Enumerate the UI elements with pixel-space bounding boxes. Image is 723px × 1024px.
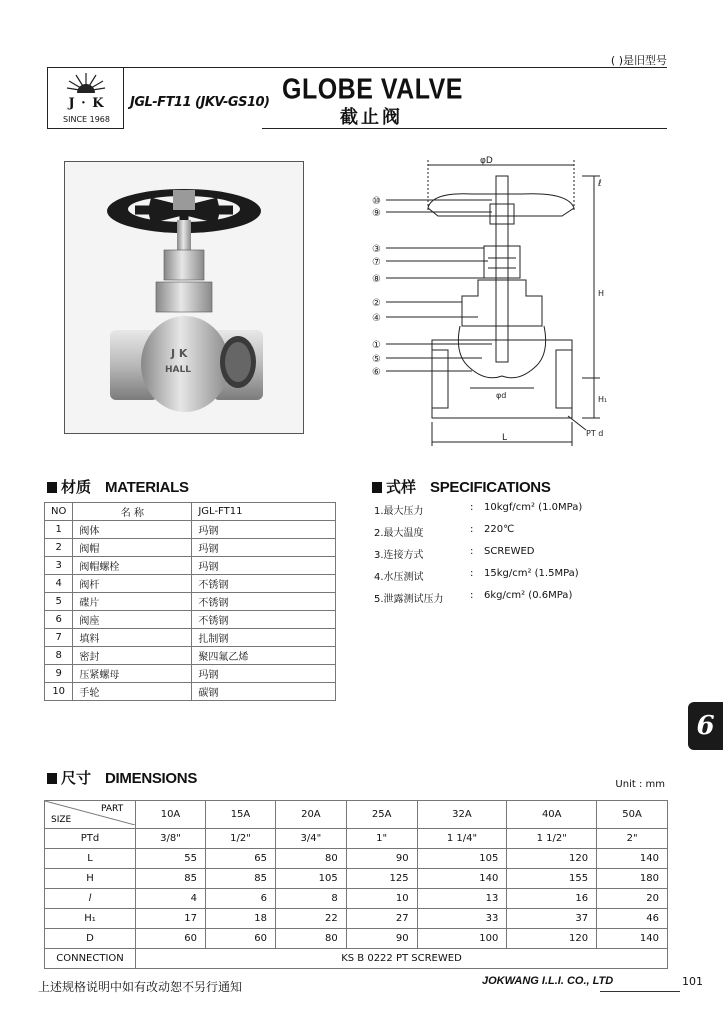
svg-text:⑧: ⑧ [372,274,381,285]
size-header: 32A [417,801,507,829]
page-title-cn: 截止阀 [340,107,403,128]
material-no: 7 [45,629,73,647]
sunburst-icon [66,71,106,95]
dimension-value: 8 [275,889,346,909]
dimension-value: 16 [507,889,597,909]
spec-row [374,568,582,590]
specifications-heading-cn: 式样 [386,478,417,496]
dimension-value: 85 [136,869,206,889]
table-row [45,929,668,949]
logo-letters: J · K [68,96,105,111]
company-logo [47,67,124,129]
svg-text:④: ④ [372,313,381,324]
spec-value: SCREWED [484,546,535,557]
size-header: 10A [136,801,206,829]
spec-label: 4.水压测试 [374,572,424,583]
materials-heading-en: MATERIALS [105,479,189,496]
dimension-value: 65 [205,849,275,869]
table-row [45,539,336,557]
size-header: 25A [346,801,417,829]
dimension-value: 140 [597,849,668,869]
materials-table [44,502,336,701]
svg-text:J K: J K [171,347,188,360]
size-header: 40A [507,801,597,829]
material-part-name: 阀帽螺栓 [73,557,192,575]
dimension-value: 105 [417,849,507,869]
square-bullet-icon [47,773,57,784]
material-value: 扎制钢 [192,629,336,647]
dimension-label: l [45,889,136,909]
dimension-value: 155 [507,869,597,889]
material-part-name: 填料 [73,629,192,647]
dimension-value: 18 [205,909,275,929]
dimension-value: 46 [597,909,668,929]
svg-text:PT d: PT d [586,429,604,438]
table-corner-cell [45,801,136,829]
header-rule-bottom [262,128,667,129]
material-no: 9 [45,665,73,683]
table-row [45,849,668,869]
svg-text:①: ① [372,340,381,351]
svg-text:⑩: ⑩ [372,196,381,207]
dimension-value: 22 [275,909,346,929]
technical-drawing [372,150,622,450]
dimension-value: 85 [205,869,275,889]
chapter-tab [688,702,723,750]
chapter-number: 6 [696,711,715,741]
spec-row [374,502,582,524]
corner-size: SIZE [51,815,72,825]
spec-value: 220℃ [484,524,515,535]
dimension-value: 60 [136,929,206,949]
material-no: 1 [45,521,73,539]
dimension-label: L [45,849,136,869]
spec-value: 6kg/cm² (0.6MPa) [484,590,573,601]
material-value: 玛钢 [192,539,336,557]
material-value: 不锈钢 [192,575,336,593]
dimension-value: 17 [136,909,206,929]
material-value: 碳钢 [192,683,336,701]
dimension-label: H [45,869,136,889]
table-row [45,629,336,647]
dimension-value: 20 [597,889,668,909]
unit-note: Unit : mm [615,779,665,790]
dimension-label: H₁ [45,909,136,929]
svg-text:⑦: ⑦ [372,257,381,268]
table-row [45,575,336,593]
svg-text:φd: φd [496,391,507,400]
svg-text:②: ② [372,298,381,309]
spec-separator: : [470,568,474,579]
spec-label: 3.连接方式 [374,550,424,561]
globe-valve-image [65,162,303,433]
dimensions-heading [47,767,197,788]
table-row [45,611,336,629]
spec-label: 1.最大压力 [374,506,424,517]
corner-diagonal [45,801,135,825]
table-row [45,889,668,909]
material-value: 玛钢 [192,665,336,683]
specifications-list [374,502,582,612]
table-header-row [45,801,668,829]
dimension-value: 105 [275,869,346,889]
spec-value: 15kg/cm² (1.5MPa) [484,568,579,579]
logo-since: SINCE 1968 [63,115,110,124]
material-no: 2 [45,539,73,557]
table-row [45,829,668,849]
dimension-value: 4 [136,889,206,909]
size-header: 20A [275,801,346,829]
svg-text:L: L [502,433,508,443]
svg-text:H₁: H₁ [598,395,608,404]
dimension-value: 80 [275,849,346,869]
dimension-value: 33 [417,909,507,929]
material-part-name: 碟片 [73,593,192,611]
material-part-name: 手轮 [73,683,192,701]
svg-text:⑨: ⑨ [372,208,381,219]
corner-part: PART [101,804,124,814]
model-code: JGL-FT11 (JKV-GS10) [130,95,270,110]
size-header: 15A [205,801,275,829]
svg-text:H: H [598,289,605,298]
dimensions-heading-en: DIMENSIONS [105,770,198,787]
dimension-value: 27 [346,909,417,929]
cross-section-diagram [372,150,622,450]
dimension-value: 10 [346,889,417,909]
table-row [45,647,336,665]
material-value: 不锈钢 [192,593,336,611]
dimension-value: 140 [417,869,507,889]
table-row [45,665,336,683]
square-bullet-icon [372,482,382,493]
spec-separator: : [470,524,474,535]
dimension-value: 1" [346,829,417,849]
column-header: JGL-FT11 [192,503,336,521]
dimension-value: 100 [417,929,507,949]
dimension-label: D [45,929,136,949]
dimension-value: 120 [507,849,597,869]
old-model-note: ( )是旧型号 [610,54,667,67]
material-part-name: 压紧螺母 [73,665,192,683]
table-row [45,593,336,611]
column-header: NO [45,503,73,521]
dimension-value: 90 [346,929,417,949]
dimension-value: 180 [597,869,668,889]
dimension-value: 2" [597,829,668,849]
table-row [45,521,336,539]
page-number: 101 [682,975,703,988]
column-header: 名 称 [73,503,192,521]
dimension-value: 13 [417,889,507,909]
spec-separator: : [470,502,474,513]
table-header-row [45,503,336,521]
material-no: 4 [45,575,73,593]
company-name: JOKWANG I.L.I. CO., LTD [482,975,614,987]
dimension-value: 1 1/2" [507,829,597,849]
spec-row [374,524,582,546]
svg-text:ℓ: ℓ [598,179,602,189]
table-row [45,557,336,575]
material-no: 10 [45,683,73,701]
dimension-label: PTd [45,829,136,849]
footer-note: 上述规格说明中如有改动恕不另行通知 [38,980,243,994]
dimension-value: 120 [507,929,597,949]
dimension-value: 55 [136,849,206,869]
dimension-value: 90 [346,849,417,869]
dimension-value: 80 [275,929,346,949]
svg-text:⑥: ⑥ [372,367,381,378]
dimension-value: 6 [205,889,275,909]
table-row [45,683,336,701]
table-row [45,869,668,889]
dimension-value: 140 [597,929,668,949]
material-part-name: 阀杆 [73,575,192,593]
connection-value: KS B 0222 PT SCREWED [136,949,668,969]
dimension-value: 37 [507,909,597,929]
material-part-name: 阀体 [73,521,192,539]
dimensions-table [44,800,668,969]
spec-row [374,590,582,612]
dimension-value: 125 [346,869,417,889]
product-photo [64,161,304,434]
material-part-name: 阀座 [73,611,192,629]
dimension-value: 3/8" [136,829,206,849]
material-value: 玛钢 [192,521,336,539]
material-no: 8 [45,647,73,665]
dimension-value: 3/4" [275,829,346,849]
connection-row [45,949,668,969]
spec-row [374,546,582,568]
specifications-heading-en: SPECIFICATIONS [430,479,551,496]
svg-text:φD: φD [480,156,493,166]
material-part-name: 密封 [73,647,192,665]
square-bullet-icon [47,482,57,493]
footer-rule [600,991,680,992]
dimensions-heading-cn: 尺寸 [61,769,92,787]
dimension-value: 60 [205,929,275,949]
svg-text:③: ③ [372,244,381,255]
spec-value: 10kgf/cm² (1.0MPa) [484,502,583,513]
size-header: 50A [597,801,668,829]
materials-heading [47,476,189,497]
specifications-heading [372,476,551,497]
material-no: 3 [45,557,73,575]
spec-separator: : [470,546,474,557]
materials-heading-cn: 材质 [61,478,92,496]
dimension-value: 1/2" [205,829,275,849]
header-rule-top [47,67,667,68]
material-value: 聚四氟乙烯 [192,647,336,665]
page-title: GLOBE VALVE [282,73,463,106]
spec-label: 2.最大温度 [374,528,424,539]
spec-label: 5.泄露测试压力 [374,594,444,605]
svg-text:HALL: HALL [165,365,191,375]
material-value: 不锈钢 [192,611,336,629]
material-no: 6 [45,611,73,629]
material-part-name: 阀帽 [73,539,192,557]
svg-text:⑤: ⑤ [372,354,381,365]
material-no: 5 [45,593,73,611]
table-row [45,909,668,929]
spec-separator: : [470,590,474,601]
connection-label: CONNECTION [45,949,136,969]
material-value: 玛钢 [192,557,336,575]
dimension-value: 1 1/4" [417,829,507,849]
